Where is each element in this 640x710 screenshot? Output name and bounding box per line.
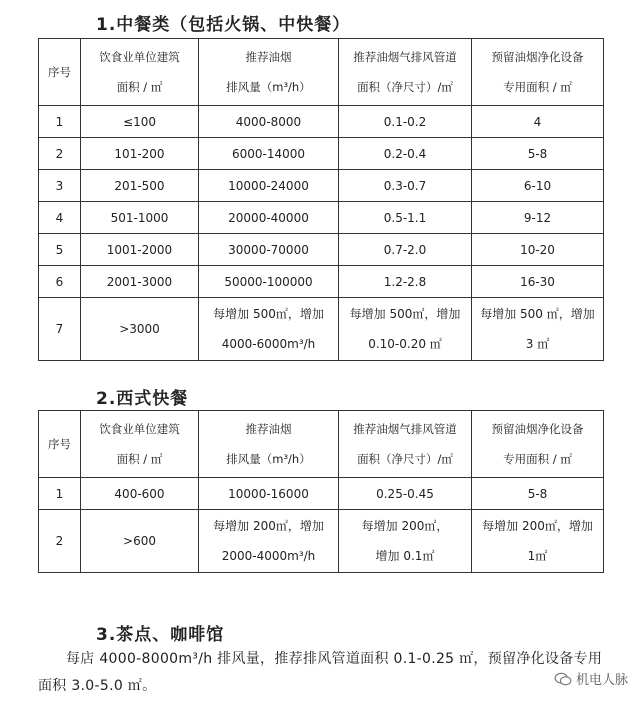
cell-line: 0.1-0.2 <box>383 114 427 129</box>
table-cell <box>39 138 81 170</box>
table-cell <box>472 138 604 170</box>
cell-line: 3 <box>55 178 64 193</box>
cell-line: 9-12 <box>523 210 552 225</box>
cell-line: 50000-100000 <box>224 274 313 289</box>
table-cell <box>39 510 81 573</box>
cell-line: 面积 / ㎡ <box>116 452 163 466</box>
cell-line: 饮食业单位建筑 <box>99 422 180 436</box>
table-cell <box>81 202 199 234</box>
wechat-icon <box>554 672 572 686</box>
cell-line: 30000-70000 <box>228 242 309 257</box>
table-western-fastfood <box>38 410 604 573</box>
table-cell <box>199 170 339 202</box>
table-cell <box>81 478 199 510</box>
table-row <box>39 266 604 298</box>
cell-line: 6000-14000 <box>231 146 306 161</box>
table-cell <box>472 298 604 361</box>
table-cell <box>339 170 472 202</box>
column-header <box>339 39 472 106</box>
cell-line: 排风量（m³/h） <box>226 452 311 466</box>
table-cell <box>339 478 472 510</box>
table-cell <box>81 170 199 202</box>
cell-line: 4000-6000m³/h <box>221 337 316 351</box>
section3-title: 3.茶点、咖啡馆 <box>96 625 225 645</box>
table-row <box>39 298 604 361</box>
cell-line: 每增加 200㎡， <box>361 519 449 533</box>
cell-line: 饮食业单位建筑 <box>99 50 180 64</box>
table-cell <box>81 266 199 298</box>
cell-line: 面积（净尺寸）/㎡ <box>357 80 453 94</box>
cell-line: 7 <box>55 322 64 336</box>
column-header <box>81 39 199 106</box>
table-cell <box>472 170 604 202</box>
cell-line: 4000-8000 <box>235 114 302 129</box>
table-cell <box>39 170 81 202</box>
cell-line: 排风量（m³/h） <box>226 80 311 94</box>
cell-line: 3 ㎡ <box>525 337 550 351</box>
table-row <box>39 138 604 170</box>
table-row <box>39 170 604 202</box>
table-row <box>39 202 604 234</box>
cell-line: 5 <box>55 242 64 257</box>
header-row <box>39 39 604 106</box>
cell-line: 5-8 <box>527 146 548 161</box>
table-cell <box>339 266 472 298</box>
cell-line: 1 <box>55 114 64 129</box>
cell-line: 4 <box>533 114 542 129</box>
cell-line: 每增加 200㎡，增加 <box>482 519 593 533</box>
cell-line: 增加 0.1㎡ <box>375 549 435 563</box>
table-cell <box>199 202 339 234</box>
cell-line: 5-8 <box>527 486 548 501</box>
table-cell <box>199 266 339 298</box>
cell-line: 专用面积 / ㎡ <box>503 80 572 94</box>
table-cell <box>81 106 199 138</box>
table-cell <box>339 510 472 573</box>
table-row <box>39 106 604 138</box>
cell-line: 0.3-0.7 <box>383 178 427 193</box>
cell-line: 201-500 <box>114 178 165 193</box>
cell-line: 0.2-0.4 <box>383 146 427 161</box>
table-cell <box>199 106 339 138</box>
cell-line: 0.25-0.45 <box>376 486 434 501</box>
cell-line: 每增加 500 ㎡，增加 <box>480 307 595 321</box>
table-cell <box>81 510 199 573</box>
table-cell <box>199 234 339 266</box>
table-cell <box>339 234 472 266</box>
cell-line: 400-600 <box>114 486 165 501</box>
cell-line: 面积（净尺寸）/㎡ <box>357 452 453 466</box>
table-cell <box>339 202 472 234</box>
cell-line: 1 <box>55 486 64 501</box>
cell-line: 10000-24000 <box>228 178 309 193</box>
cell-line: 2 <box>55 534 64 548</box>
table-cell <box>81 138 199 170</box>
cell-line: 2 <box>55 146 64 161</box>
column-header <box>472 39 604 106</box>
cell-line: 每增加 500㎡，增加 <box>213 307 324 321</box>
cell-line: 0.7-2.0 <box>383 242 427 257</box>
table-cell <box>81 298 199 361</box>
cell-line: 预留油烟净化设备 <box>491 422 584 436</box>
table-cell <box>472 234 604 266</box>
column-header <box>472 411 604 478</box>
table-cell <box>39 234 81 266</box>
cell-line: 6-10 <box>523 178 552 193</box>
table-cell <box>339 106 472 138</box>
cell-line: 2001-3000 <box>106 274 173 289</box>
column-header <box>39 39 81 106</box>
cell-line: 0.10-0.20 ㎡ <box>368 337 442 351</box>
column-header <box>39 411 81 478</box>
cell-line: 16-30 <box>520 274 555 289</box>
column-header <box>339 411 472 478</box>
cell-line: 推荐油烟 <box>245 422 292 436</box>
table-cell <box>472 510 604 573</box>
column-header <box>199 411 339 478</box>
cell-line: 10000-16000 <box>228 486 309 501</box>
table-cell <box>339 138 472 170</box>
table-cell <box>199 138 339 170</box>
table-cell <box>81 234 199 266</box>
cell-line: ≤100 <box>123 114 156 129</box>
cell-line: 4 <box>55 210 64 225</box>
cell-line: >600 <box>123 534 156 548</box>
cell-line: 0.5-1.1 <box>383 210 427 225</box>
cell-line: 每增加 500㎡，增加 <box>349 307 461 321</box>
cell-line: 501-1000 <box>110 210 169 225</box>
table-cell <box>472 266 604 298</box>
cell-line: 1.2-2.8 <box>383 274 427 289</box>
watermark-text: 机电人脉 <box>575 673 628 688</box>
cell-line: 序号 <box>48 437 71 451</box>
table-row <box>39 478 604 510</box>
table-cell <box>39 478 81 510</box>
cell-line: 预留油烟净化设备 <box>491 50 584 64</box>
cell-line: 1001-2000 <box>106 242 173 257</box>
cell-line: 101-200 <box>114 146 165 161</box>
cell-line: 序号 <box>48 65 71 79</box>
cell-line: 专用面积 / ㎡ <box>503 452 572 466</box>
cell-line: >3000 <box>119 322 160 336</box>
cell-line: 1㎡ <box>527 549 548 563</box>
cell-line: 6 <box>55 274 64 289</box>
section1-title: 1.中餐类（包括火锅、中快餐） <box>96 15 351 35</box>
section2-title: 2.西式快餐 <box>96 389 189 409</box>
table-cell <box>39 298 81 361</box>
table-cell <box>39 106 81 138</box>
cell-line: 2000-4000m³/h <box>221 549 316 563</box>
table-cell <box>39 202 81 234</box>
table-row <box>39 510 604 573</box>
table-cell <box>199 478 339 510</box>
cell-line: 推荐油烟 <box>245 50 292 64</box>
table-cell <box>472 478 604 510</box>
cell-line: 推荐油烟气排风管道 <box>353 422 457 436</box>
table-cell <box>472 202 604 234</box>
cell-line: 推荐油烟气排风管道 <box>353 50 457 64</box>
cell-line: 20000-40000 <box>228 210 309 225</box>
table-cell <box>472 106 604 138</box>
cell-line: 10-20 <box>520 242 555 257</box>
column-header <box>199 39 339 106</box>
watermark <box>554 669 628 688</box>
table-cell <box>199 510 339 573</box>
column-header <box>81 411 199 478</box>
table-cell <box>199 298 339 361</box>
table-row <box>39 234 604 266</box>
table-cell <box>39 266 81 298</box>
table-cell <box>339 298 472 361</box>
cell-line: 面积 / ㎡ <box>116 80 163 94</box>
cell-line: 每增加 200㎡，增加 <box>213 519 324 533</box>
header-row <box>39 411 604 478</box>
table-chinese-food <box>38 38 604 361</box>
section3-paragraph: 每店 4000-8000m³/h 排风量，推荐排风管道面积 0.1-0.25 ㎡，预留净化设备专用面积 3.0-5.0 ㎡。 <box>38 651 603 694</box>
